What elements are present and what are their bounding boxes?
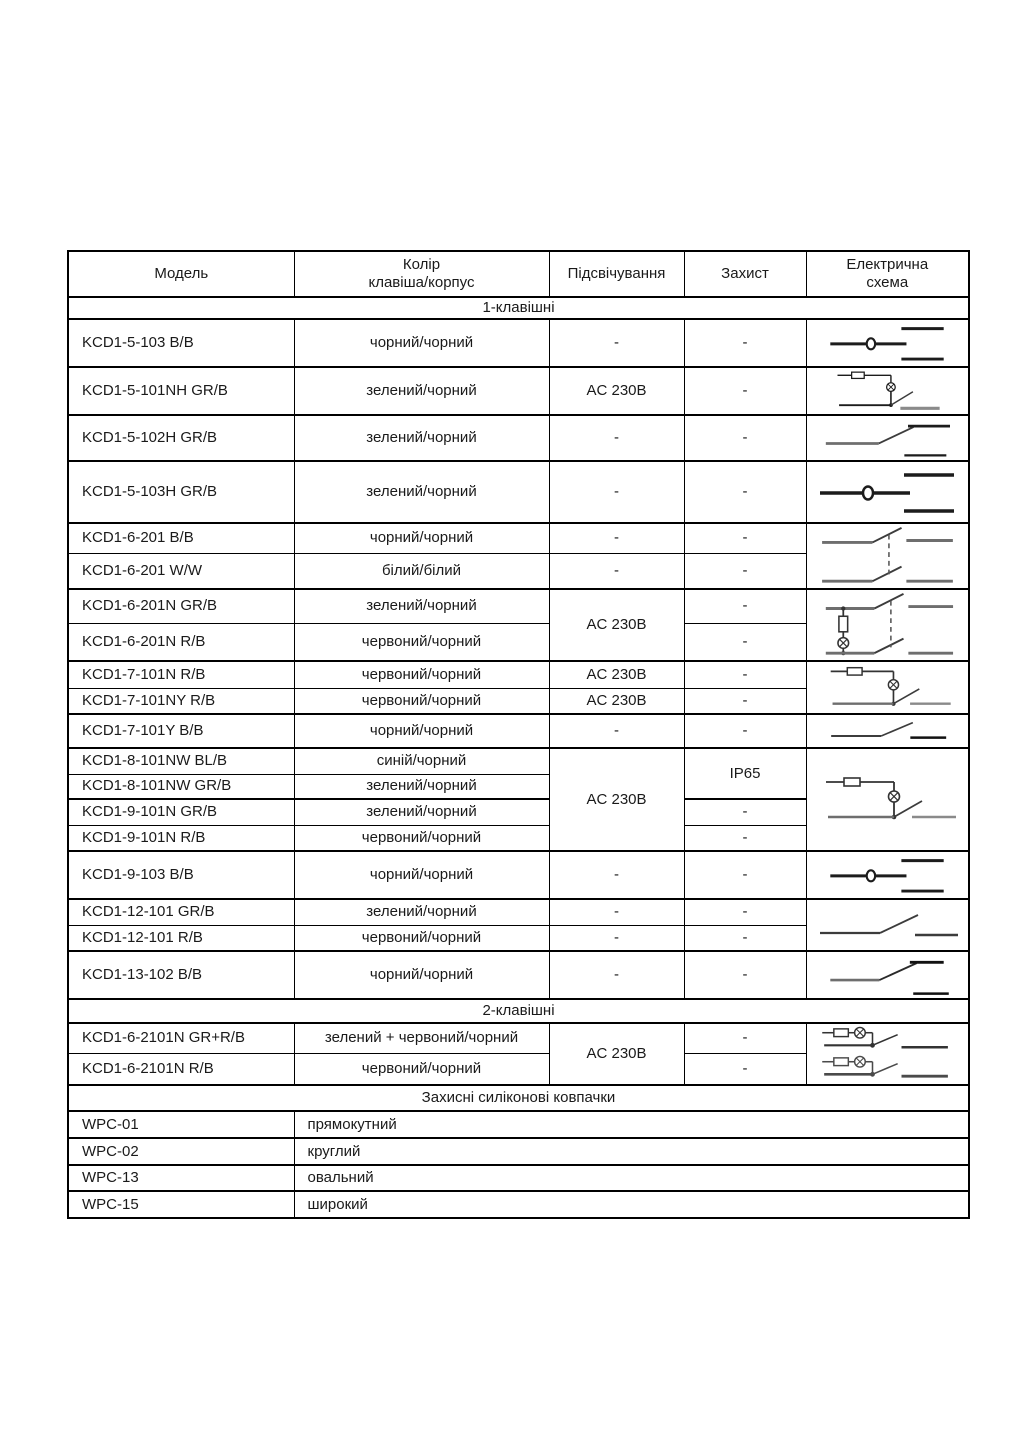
table-row <box>68 367 969 415</box>
table-row <box>68 1023 969 1053</box>
cap-shape-cell: овальний <box>294 1165 969 1191</box>
protection-cell: - <box>684 623 806 661</box>
diagram-cell <box>806 899 969 951</box>
color-cell: білий/білий <box>294 553 549 589</box>
light-cell: AC 230B <box>549 688 684 714</box>
model-cell: WPC-15 <box>68 1191 294 1218</box>
protection-cell: - <box>684 688 806 714</box>
diagram-cell <box>806 523 969 589</box>
protection-cell: - <box>684 899 806 925</box>
color-cell: червоний/чорний <box>294 623 549 661</box>
model-cell: KCD1-6-201N R/B <box>68 623 294 661</box>
light-cell: - <box>549 461 684 523</box>
model-cell: KCD1-6-2101N R/B <box>68 1053 294 1085</box>
light-cell: - <box>549 415 684 461</box>
protection-cell: - <box>684 851 806 899</box>
table-row <box>68 899 969 925</box>
model-cell: KCD1-7-101Y B/B <box>68 714 294 748</box>
protection-cell: - <box>684 825 806 851</box>
model-cell: KCD1-8-101NW BL/B <box>68 748 294 774</box>
protection-cell: - <box>684 661 806 688</box>
color-cell: зелений/чорний <box>294 367 549 415</box>
diagram-cell <box>806 748 969 851</box>
table-row <box>68 1138 969 1165</box>
model-cell: KCD1-6-201 W/W <box>68 553 294 589</box>
diagram-cell <box>806 415 969 461</box>
light-cell: - <box>549 925 684 951</box>
table-row <box>68 589 969 623</box>
on-off-on-changeover-switch-icon <box>812 466 962 518</box>
on-off-on-changeover-switch-icon <box>812 321 962 365</box>
light-cell: - <box>549 714 684 748</box>
section-label-one-key: 1-клавішні <box>68 297 969 319</box>
light-cell: - <box>549 951 684 999</box>
diagram-cell <box>806 461 969 523</box>
table-row <box>68 661 969 688</box>
table-header-row <box>68 251 969 297</box>
cap-shape-cell: прямокутний <box>294 1111 969 1138</box>
header-protection: Захист <box>684 251 806 297</box>
neon-lamp-resistor-switch-icon <box>812 369 962 413</box>
header-schema-line2: схема <box>866 274 909 291</box>
model-cell: KCD1-12-101 R/B <box>68 925 294 951</box>
table-row <box>68 1191 969 1218</box>
model-cell: KCD1-9-101N GR/B <box>68 799 294 825</box>
protection-cell: IP65 <box>684 748 806 799</box>
color-cell: чорний/чорний <box>294 319 549 367</box>
protection-cell: - <box>684 461 806 523</box>
diagram-cell <box>806 319 969 367</box>
section-label-two-key: 2-клавішні <box>68 999 969 1023</box>
protection-cell: - <box>684 319 806 367</box>
table-row <box>68 523 969 553</box>
model-cell: KCD1-9-103 B/B <box>68 851 294 899</box>
color-cell: синій/чорний <box>294 748 549 774</box>
model-cell: KCD1-7-101NY R/B <box>68 688 294 714</box>
light-cell: AC 230B <box>549 661 684 688</box>
header-color <box>294 251 549 297</box>
section-row-caps <box>68 1085 969 1111</box>
model-cell: WPC-13 <box>68 1165 294 1191</box>
single-pole-switch-icon <box>812 716 962 746</box>
two-lamp-switch-circuits-icon <box>812 1025 962 1083</box>
table-row <box>68 461 969 523</box>
diagram-cell <box>806 1023 969 1085</box>
color-cell: червоний/чорний <box>294 825 549 851</box>
color-cell: червоний/чорний <box>294 1053 549 1085</box>
color-cell: червоний/чорний <box>294 688 549 714</box>
table-row <box>68 415 969 461</box>
light-cell: - <box>549 319 684 367</box>
model-cell: KCD1-6-201N GR/B <box>68 589 294 623</box>
header-color-line1: Колір <box>402 256 441 273</box>
color-cell: червоний/чорний <box>294 661 549 688</box>
color-cell: червоний/чорний <box>294 925 549 951</box>
protection-cell: - <box>684 589 806 623</box>
model-cell: KCD1-5-101NH GR/B <box>68 367 294 415</box>
protection-cell: - <box>684 951 806 999</box>
model-cell: KCD1-5-102H GR/B <box>68 415 294 461</box>
diagram-cell <box>806 661 969 714</box>
model-cell: KCD1-9-101N R/B <box>68 825 294 851</box>
protection-cell: - <box>684 1053 806 1085</box>
protection-cell: - <box>684 553 806 589</box>
color-cell: зелений/чорний <box>294 799 549 825</box>
table-row <box>68 1111 969 1138</box>
header-schema-line1: Електрична <box>846 256 929 273</box>
color-cell: чорний/чорний <box>294 714 549 748</box>
model-cell: KCD1-8-101NW GR/B <box>68 774 294 799</box>
lamp-resistor-switch-icon <box>812 664 962 712</box>
diagram-cell <box>806 367 969 415</box>
model-cell: KCD1-6-201 B/B <box>68 523 294 553</box>
table-row <box>68 714 969 748</box>
color-cell: зелений/чорний <box>294 415 549 461</box>
light-cell: - <box>549 899 684 925</box>
light-cell: - <box>549 553 684 589</box>
model-cell: KCD1-7-101N R/B <box>68 661 294 688</box>
table-row <box>68 748 969 774</box>
on-off-on-changeover-switch-icon <box>812 853 962 897</box>
table-row <box>68 1165 969 1191</box>
light-cell: AC 230B <box>549 367 684 415</box>
light-cell: AC 230B <box>549 1023 684 1085</box>
diagram-cell <box>806 589 969 661</box>
model-cell: KCD1-12-101 GR/B <box>68 899 294 925</box>
header-model: Модель <box>68 251 294 297</box>
section-row-two-key <box>68 999 969 1023</box>
color-cell: зелений/чорний <box>294 774 549 799</box>
diagram-cell <box>806 851 969 899</box>
table-row <box>68 851 969 899</box>
protection-cell: - <box>684 1023 806 1053</box>
switch-spec-table <box>67 250 970 1219</box>
color-cell: чорний/чорний <box>294 851 549 899</box>
color-cell: чорний/чорний <box>294 951 549 999</box>
header-schema <box>806 251 969 297</box>
cap-shape-cell: круглий <box>294 1138 969 1165</box>
light-cell: - <box>549 851 684 899</box>
diagram-cell <box>806 951 969 999</box>
protection-cell: - <box>684 925 806 951</box>
double-pole-switch-with-lamp-icon <box>812 591 962 659</box>
on-off-switch-offset-contact-icon <box>812 417 962 459</box>
model-cell: WPC-02 <box>68 1138 294 1165</box>
light-cell: AC 230B <box>549 589 684 661</box>
model-cell: KCD1-6-2101N GR+R/B <box>68 1023 294 1053</box>
light-cell: AC 230B <box>549 748 684 851</box>
protection-cell: - <box>684 799 806 825</box>
protection-cell: - <box>684 415 806 461</box>
header-light: Підсвічування <box>549 251 684 297</box>
table-row <box>68 319 969 367</box>
cap-shape-cell: широкий <box>294 1191 969 1218</box>
color-cell: зелений/чорний <box>294 589 549 623</box>
table-row <box>68 951 969 999</box>
model-cell: KCD1-13-102 B/B <box>68 951 294 999</box>
header-color-line2: клавіша/корпус <box>368 274 475 291</box>
protection-cell: - <box>684 523 806 553</box>
diagram-cell <box>806 714 969 748</box>
section-row-one-key <box>68 297 969 319</box>
model-cell: WPC-01 <box>68 1111 294 1138</box>
single-pole-switch-icon <box>812 902 962 948</box>
section-label-caps: Захисні силіконові ковпачки <box>68 1085 969 1111</box>
color-cell: чорний/чорний <box>294 523 549 553</box>
double-pole-switch-icon <box>812 525 962 587</box>
model-cell: KCD1-5-103 B/B <box>68 319 294 367</box>
protection-cell: - <box>684 714 806 748</box>
lamp-resistor-switch-icon <box>812 770 962 830</box>
model-cell: KCD1-5-103H GR/B <box>68 461 294 523</box>
color-cell: зелений + червоний/чорний <box>294 1023 549 1053</box>
on-off-switch-upper-contact-icon <box>812 953 962 997</box>
color-cell: зелений/чорний <box>294 461 549 523</box>
protection-cell: - <box>684 367 806 415</box>
light-cell: - <box>549 523 684 553</box>
color-cell: зелений/чорний <box>294 899 549 925</box>
